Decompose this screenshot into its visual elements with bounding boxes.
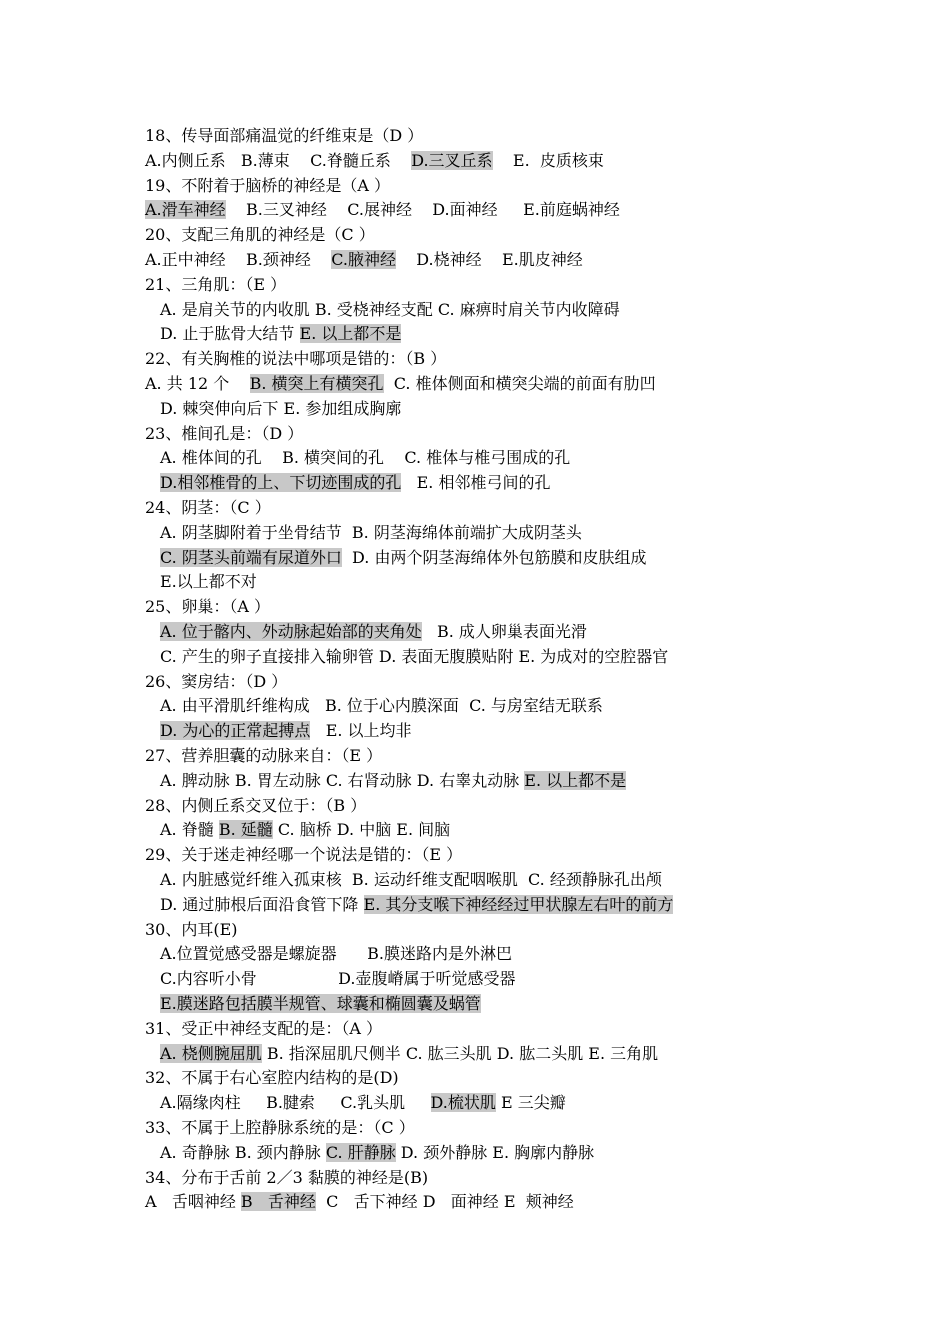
text-segment: A. 奇静脉 B. 颈内静脉 <box>160 1142 326 1162</box>
text-segment: A. 脾动脉 B. 胃左动脉 C. 右肾动脉 D. 右睾丸动脉 <box>160 770 525 790</box>
text-segment: A. 共 12 个 <box>145 374 250 393</box>
text-line: 19、不附着于脑桥的神经是（A ） <box>145 175 391 195</box>
text-line <box>160 1091 566 1115</box>
text-line <box>160 893 673 917</box>
text-line: E.以上都不对 <box>160 572 257 592</box>
text-line: 31、受正中神经支配的是：（A ） <box>145 1018 383 1038</box>
text-line: 30、内耳(E) <box>145 919 238 939</box>
text-line <box>160 1042 658 1066</box>
answer-highlight: C. 阴茎头前端有尿道外口 <box>160 547 342 567</box>
text-line: 20、支配三角肌的神经是（C ） <box>145 225 375 245</box>
text-segment: A.正中神经 B.颈神经 <box>145 250 332 269</box>
text-line: 29、关于迷走神经哪一个说法是错的：（E ） <box>145 845 463 865</box>
text-segment: D. 颈外静脉 E. 胸廓内静脉 <box>395 1142 595 1162</box>
answer-highlight: B. 延髓 <box>218 820 273 840</box>
text-line: D. 棘突伸向后下 E. 参加组成胸廓 <box>160 398 402 418</box>
text-segment: B.三叉神经 C.展神经 D.面神经 E.前庭蜗神经 <box>225 200 620 220</box>
text-segment: E. 以上均非 <box>310 721 412 741</box>
text-line: A. 阴茎脚附着于坐骨结节 B. 阴茎海绵体前端扩大成阴茎头 <box>160 522 582 542</box>
text-line <box>160 620 587 644</box>
text-line: C.内容听小骨 D.壶腹嵴属于听觉感受器 <box>160 969 516 989</box>
text-line: 23、椎间孔是：（D ） <box>145 423 304 443</box>
text-line: A. 椎体间的孔 B. 横突间的孔 C. 椎体与椎弓围成的孔 <box>160 448 571 468</box>
text-line <box>160 992 481 1016</box>
text-line <box>160 818 450 842</box>
answer-highlight: B. 横突上有横突孔 <box>249 374 384 393</box>
text-line: 33、不属于上腔静脉系统的是：（C ） <box>145 1118 415 1137</box>
text-line: 22、有关胸椎的说法中哪项是错的：（B ） <box>145 349 447 369</box>
answer-highlight: D.梳状肌 <box>430 1093 496 1113</box>
text-segment: D.桡神经 E.肌皮神经 <box>395 250 583 269</box>
text-segment: A.内侧丘系 B.薄束 C.脊髓丘系 <box>145 150 412 170</box>
answer-highlight: E. 其分支喉下神经经过甲状腺左右叶的前方 <box>363 894 674 914</box>
text-line: 28、内侧丘系交叉位于：（B ） <box>145 795 367 815</box>
answer-highlight: D.三叉丘系 <box>411 150 493 170</box>
answer-highlight: D.相邻椎骨的上、下切迹围成的孔 <box>160 473 402 493</box>
text-line <box>160 769 626 793</box>
answer-highlight: C. 肝静脉 <box>325 1142 396 1162</box>
text-segment: C. 脑桥 D. 中脑 E. 间脑 <box>272 820 451 840</box>
text-line: C. 产生的卵子直接排入输卵管 D. 表面无腹膜贴附 E. 为成对的空腔器官 <box>160 646 669 666</box>
text-segment: A. 脊髓 <box>160 820 219 840</box>
text-segment: D. 通过肺根后面沿食管下降 <box>160 894 364 914</box>
text-line <box>145 149 604 173</box>
text-segment: D. 由两个阴茎海绵体外包筋膜和皮肤组成 <box>341 547 647 567</box>
text-line: A. 由平滑肌纤维构成 B. 位于心内膜深面 C. 与房室结无联系 <box>160 696 603 716</box>
answer-highlight: E. 以上都不是 <box>524 770 627 790</box>
text-line: 34、分布于舌前 2／3 黏膜的神经是(B) <box>145 1167 429 1187</box>
answer-highlight: A.滑车神经 <box>145 200 226 220</box>
text-segment: C. 椎体侧面和横突尖端的前面有肋凹 <box>383 374 656 393</box>
text-line: A. 内脏感觉纤维入孤束核 B. 运动纤维支配咽喉肌 C. 经颈静脉孔出颅 <box>160 870 662 889</box>
text-line <box>160 546 646 570</box>
text-line: 26、窦房结：（D ） <box>145 671 288 691</box>
text-line: A. 是肩关节的内收肌 B. 受桡神经支配 C. 麻痹时肩关节内收障碍 <box>160 299 620 319</box>
answer-highlight: B 舌神经 <box>240 1192 316 1212</box>
text-line <box>160 322 401 346</box>
text-segment: A.隔缘肉柱 B.腱索 C.乳头肌 <box>160 1093 431 1113</box>
answer-highlight: D. 为心的正常起搏点 <box>160 721 311 741</box>
text-line: 27、营养胆囊的动脉来自：（E ） <box>145 746 383 765</box>
text-segment: E. 相邻椎弓间的孔 <box>401 473 551 493</box>
text-line: 21、三角肌：（E ） <box>145 274 287 294</box>
text-line <box>160 1141 594 1165</box>
answer-highlight: E. 以上都不是 <box>299 324 402 344</box>
text-segment: E 三尖瓣 <box>495 1093 566 1113</box>
answer-highlight: A. 桡侧腕屈肌 <box>160 1043 262 1063</box>
text-line <box>145 248 583 272</box>
text-segment: C 舌下神经 D 面神经 E 颊神经 <box>315 1192 574 1212</box>
answer-highlight: E.膜迷路包括膜半规管、球囊和椭圆囊及蜗管 <box>160 994 481 1013</box>
text-line: 18、传导面部痛温觉的纤维束是（D ） <box>145 126 424 145</box>
text-line <box>145 1190 574 1214</box>
text-segment: B. 指深屈肌尺侧半 C. 肱三头肌 D. 肱二头肌 E. 三角肌 <box>261 1043 659 1063</box>
text-line: 25、卵巢：（A ） <box>145 597 271 617</box>
text-segment: A 舌咽神经 <box>145 1192 241 1212</box>
text-segment: D. 止于肱骨大结节 <box>160 324 300 344</box>
text-line: 24、阴茎：（C ） <box>145 498 271 517</box>
text-line <box>160 719 412 743</box>
text-segment: E. 皮质核束 <box>492 150 604 170</box>
text-line <box>145 198 620 222</box>
text-line <box>145 372 656 396</box>
answer-highlight: A. 位于髂内、外动脉起始部的夹角处 <box>160 622 422 641</box>
text-line <box>160 471 550 495</box>
answer-highlight: C.腋神经 <box>331 250 396 269</box>
text-line: A.位置觉感受器是螺旋器 B.膜迷路内是外淋巴 <box>160 944 513 964</box>
text-line: 32、不属于右心室腔内结构的是(D) <box>145 1068 399 1088</box>
text-segment: B. 成人卵巢表面光滑 <box>421 622 587 641</box>
